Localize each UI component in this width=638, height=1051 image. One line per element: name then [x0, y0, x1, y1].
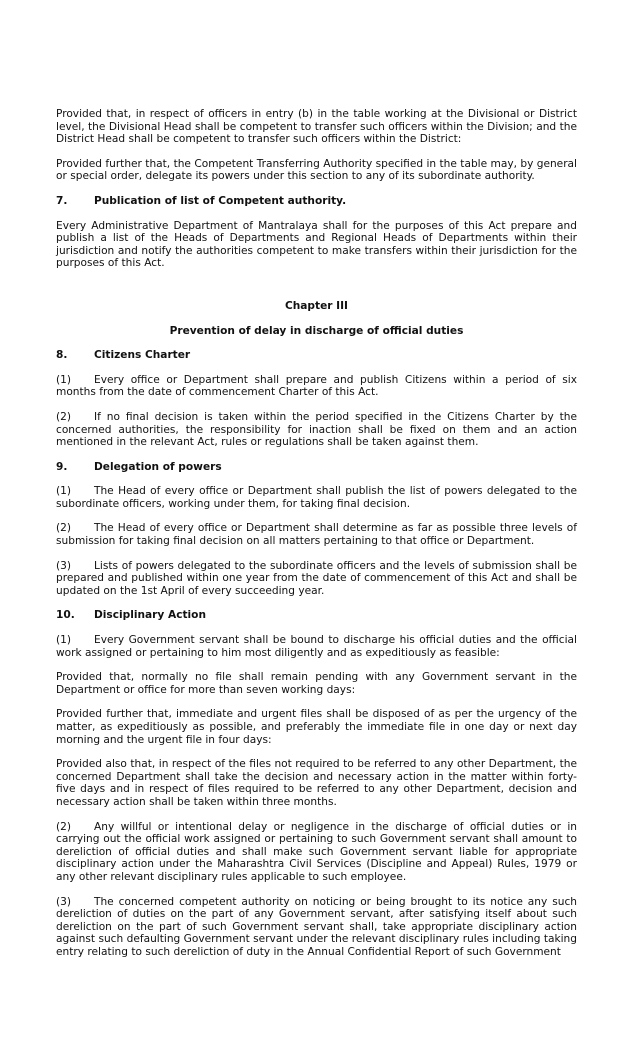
section-8-clause-2 — [56, 411, 577, 449]
section-number: 9. — [56, 460, 68, 473]
proviso-delegation: Provided further that, the Competent Transferring Authority specified in the table may, by general or special order, delegate its powers under this section to any of its subordinate authority. — [56, 157, 577, 183]
section-10-proviso-1: Provided that, normally no file shall remain pending with any Government servant in the Department or office for more than seven working days: — [56, 671, 577, 696]
clause-number: (2) — [56, 522, 72, 535]
section-9-heading — [56, 461, 577, 474]
section-title: Disciplinary Action — [94, 609, 206, 622]
section-number: 10. — [56, 609, 75, 622]
clause-text: Any willful or intentional delay or negligence in the discharge of official duties or in carrying out the official work assigned or pertaining to such Government servant shall amount to dereliction of official duties and shall make such Government servant liable for appropriate disciplinary action under the Maharashtra Civil Services (Discipline and Appeal) Rules, 1979 or any other relevant disciplinary rules applicable to such employee. — [56, 820, 577, 883]
clause-number: (3) — [56, 895, 72, 908]
clause-number: (1) — [56, 485, 72, 498]
clause-text: The Head of every office or Department shall publish the list of powers delegated to the subordinate officers, working under them, for taking final decision. — [56, 485, 577, 510]
clause-text: Every Government servant shall be bound to discharge his official duties and the official work assigned or pertaining to him most diligently and as expeditiously as feasible: — [56, 634, 577, 659]
section-10-heading — [56, 609, 577, 622]
section-9-clause-2 — [56, 522, 577, 547]
section-title: Delegation of powers — [94, 460, 222, 473]
section-7-paragraph: Every Administrative Department of Mantralaya shall for the purposes of this Act prepare and publish a list of the Heads of Departments and Regional Heads of Departments within their jurisdiction and notify the authorities competent to make transfers within their jurisdiction for the purposes of this Act. — [56, 219, 577, 270]
clause-number: (1) — [56, 634, 72, 647]
chapter-subtitle: Prevention of delay in discharge of official duties — [169, 324, 464, 337]
section-number: 8. — [56, 349, 68, 362]
section-10-proviso-3: Provided also that, in respect of the files not required to be referred to any other Department, the concerned Department shall take the decision and necessary action in the matter within forty-five days and in respect of files required to be referred to any other Department, decision and necessary action shall be taken within three months. — [56, 758, 577, 808]
section-9-clause-1 — [56, 485, 577, 510]
section-10-clause-1 — [56, 634, 577, 659]
section-10-clause-3 — [56, 896, 577, 959]
clause-number: (2) — [56, 410, 72, 423]
proviso-divisional-district: Provided that, in respect of officers in entry (b) in the table working at the Divisional or District level, the Divisional Head shall be competent to transfer such officers within the Division; and the District Head shall be competent to transfer such officers within the District: — [56, 108, 577, 146]
chapter-title: Chapter III — [284, 299, 349, 312]
section-8-clause-1 — [56, 374, 577, 399]
clause-text: Every office or Department shall prepare and publish Citizens within a period of six months from the date of commencement Charter of this Act. — [56, 373, 577, 399]
section-title: Citizens Charter — [94, 349, 191, 362]
clause-text: Lists of powers delegated to the subordinate officers and the levels of submission shall be prepared and published within one year from the date of commencement of this Act and shall be updated on the 1st April of every succeeding year. — [56, 559, 577, 597]
clause-text: The concerned competent authority on noticing or being brought to its notice any such dereliction of duties on the part of any Government servant, after satisfying itself about such dereliction on the part of such Government servant shall, take appropriate disciplinary action against such defaulting Government servant under the relevant disciplinary rules including taking entry relating to such dereliction of duty in the Annual Confidential Report of such Government — [56, 895, 577, 958]
clause-number: (1) — [56, 373, 72, 386]
section-9-clause-3 — [56, 560, 577, 598]
section-8-heading — [56, 349, 577, 362]
section-7-heading — [56, 195, 577, 208]
section-number: 7. — [56, 194, 68, 207]
clause-number: (2) — [56, 820, 72, 833]
clause-text: The Head of every office or Department shall determine as far as possible three levels of submission for taking final decision on all matters pertaining to that office or Department. — [56, 522, 577, 548]
clause-number: (3) — [56, 559, 72, 572]
section-title: Publication of list of Competent authority. — [94, 194, 347, 207]
clause-text: If no final decision is taken within the period specified in the Citizens Charter by the concerned authorities, the responsibility for inaction shall be fixed on them and an action mentioned in the relevant Act, rules or regulations shall be taken against them. — [56, 410, 577, 449]
section-10-proviso-2: Provided further that, immediate and urgent files shall be disposed of as per the urgency of the matter, as expeditiously as possible, and preferably the immediate file in one day or next day morning and the urgent file in four days: — [56, 708, 577, 746]
section-10-clause-2 — [56, 821, 577, 884]
